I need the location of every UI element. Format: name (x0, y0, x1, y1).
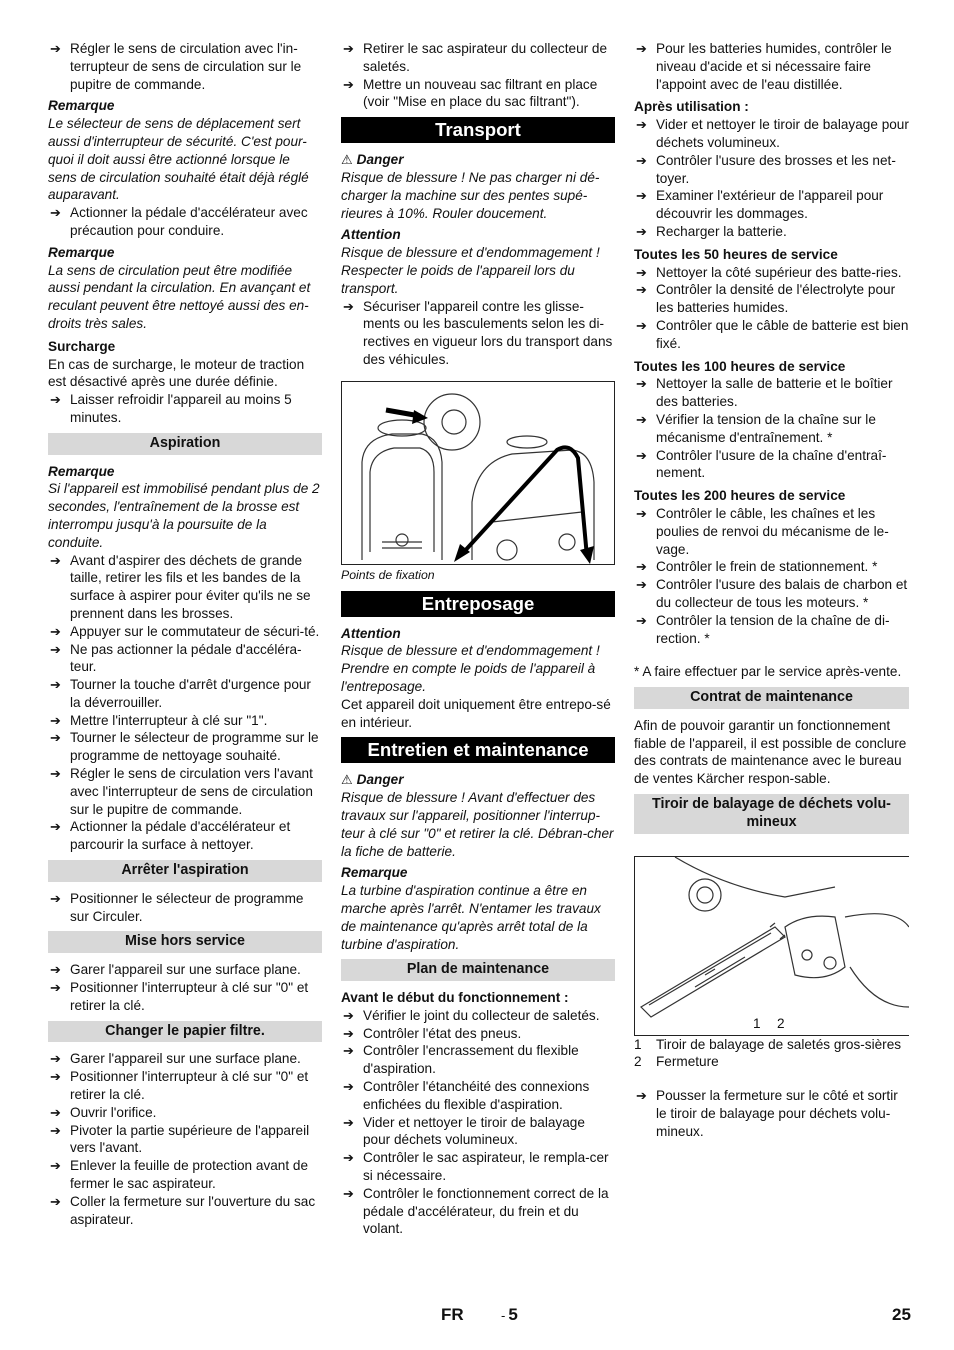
instruction-item: ➔ Contrôler l'état des pneus. (341, 1025, 615, 1043)
instruction-item: ➔ Pivoter la partie supérieure de l'appareil vers l'avant. (48, 1122, 322, 1158)
column-3 (634, 40, 909, 1141)
section-heading-aspiration: Aspiration (48, 433, 322, 455)
instruction-item: ➔ Coller la fermeture sur l'ouverture du sac aspirateur. (48, 1193, 322, 1229)
sweeping-drawer-illustration (635, 857, 909, 1035)
instruction-item: ➔ Actionner la pédale d'accélérateur et parcourir la surface à nettoyer. (48, 818, 322, 854)
instruction-item: ➔ Tourner le sélecteur de programme sur le programme de nettoyage souhaité. (48, 729, 322, 765)
section-heading-mise-hors-service: Mise hors service (48, 931, 322, 953)
subheading-200h: Toutes les 200 heures de service (634, 488, 846, 504)
section-page-number: - 5 (501, 1305, 518, 1324)
instruction-item: ➔ Contrôler le sac aspirateur, le rempla-cer si nécessaire. (341, 1149, 615, 1185)
instruction-item: ➔ Positionner le sélecteur de programme sur Circuler. (48, 890, 322, 926)
instruction-item: ➔ Ne pas actionner la pédale d'accéléra-teur. (48, 641, 322, 677)
note-title: Remarque (48, 463, 115, 479)
instruction-item: ➔ Nettoyer la salle de batterie et le boîtier des batteries. (634, 375, 909, 411)
instruction-item: ➔ Contrôler le frein de stationnement. * (634, 558, 909, 576)
instruction-item: ➔ Contrôler l'étanchéité des connexions enfichées du flexible d'aspiration. (341, 1078, 615, 1114)
note-text: Le sélecteur de sens de déplacement sert aussi d'interrupteur de sécurité. C'est pour-quoi il doit aussi être actionné lorsque le sens de circulation souhaité était déjà réglé auparavant. (48, 116, 309, 203)
instruction-item: ➔ Mettre l'interrupteur à clé sur "1". (48, 712, 322, 730)
attention-title: Attention (341, 227, 401, 243)
instruction-item: ➔ Vider et nettoyer le tiroir de balayage pour déchets volumineux. (634, 116, 909, 152)
danger-text: Risque de blessure ! Avant d'effectuer des travaux sur l'appareil, positionner l'interrup-teur à clé sur "0" et retirer la clé. Débran-cher la fiche de batterie. (341, 790, 614, 859)
instruction-item: ➔ Avant d'aspirer des déchets de grande taille, retirer les fils et les bandes de la surface à aspirer pour éviter qu'ils ne se prennent dans les brosses. (48, 552, 322, 623)
subheading-50h: Toutes les 50 heures de service (634, 246, 838, 262)
section-heading-entreposage: Entreposage (341, 591, 615, 617)
instruction-item: ➔ Vider et nettoyer le tiroir de balayage pour déchets volumineux. (341, 1114, 615, 1150)
paragraph: Cet appareil doit uniquement être entrepo-sé en intérieur. (341, 696, 611, 730)
instruction-item: ➔ Vérifier la tension de la chaîne sur le mécanisme d'entraînement. * (634, 411, 909, 447)
footnote: * A faire effectuer par le service après-vente. (634, 664, 902, 680)
section-heading-transport: Transport (341, 117, 615, 143)
section-heading-entretien: Entretien et maintenance (341, 737, 615, 763)
instruction-item: ➔ Actionner la pédale d'accélérateur avec précaution pour conduire. (48, 204, 322, 240)
column-2 (341, 40, 615, 1238)
instruction-item: ➔ Enlever la feuille de protection avant de fermer le sac aspirateur. (48, 1157, 322, 1193)
paragraph: En cas de surcharge, le moteur de traction est désactivé après une durée définie. (48, 356, 305, 390)
instruction-item: ➔ Mettre un nouveau sac filtrant en place (voir "Mise en place du sac filtrant"). (341, 76, 615, 112)
instruction-item: ➔ Positionner l'interrupteur à clé sur "0" et retirer la clé. (48, 979, 322, 1015)
section-heading-tiroir: Tiroir de balayage de déchets volu-mineux (634, 794, 909, 834)
instruction-item: ➔ Contrôler l'usure des brosses et les net-toyer. (634, 152, 909, 188)
danger-text: Risque de blessure ! Ne pas charger ni dé-charger la machine sur des pentes supé-rieures à 10%. Rouler doucement. (341, 169, 600, 221)
attention-text: Risque de blessure et d'endommagement ! Prendre en compte le poids de l'appareil à l'entreposage. (341, 643, 600, 694)
instruction-item: ➔ Pour les batteries humides, contrôler le niveau d'acide et si nécessaire faire l'appoint avec de l'eau distillée. (634, 40, 909, 93)
instruction-item: ➔ Recharger la batterie. (634, 223, 909, 241)
note-title: Remarque (48, 244, 115, 260)
legend-item: 2 Fermeture (634, 1054, 719, 1070)
danger-title: ⚠ Danger (341, 152, 404, 168)
aspiration-list (48, 552, 322, 855)
section-heading-arret: Arrêter l'aspiration (48, 860, 322, 882)
figure-label: 1 (753, 1015, 761, 1031)
instruction-item: ➔ Ouvrir l'orifice. (48, 1104, 322, 1122)
language-code: FR (441, 1305, 464, 1324)
page-footer (0, 1306, 954, 1330)
note-title: Remarque (341, 865, 408, 881)
column-1 (48, 40, 322, 1228)
instruction-item: ➔ Contrôler l'usure de la chaîne d'entraî-nement. (634, 447, 909, 483)
figure-tiroir (634, 856, 909, 1036)
instruction-item: ➔ Régler le sens de circulation avec l'in-terrupteur de sens de circulation sur le pupitre de commande. (48, 40, 322, 93)
machine-fixation-illustration (342, 382, 614, 564)
instruction-item: ➔ Contrôler le câble, les chaînes et les poulies de renvoi du mécanisme de le-vage. (634, 505, 909, 558)
legend-item: 1 Tiroir de balayage de saletés gros-sières (634, 1036, 902, 1052)
danger-title: ⚠ Danger (341, 772, 404, 788)
note-text: La sens de circulation peut être modifiée aussi pendant la circulation. En avançant et reculant peuvent être nettoyé aussi des en-droits très sales. (48, 262, 311, 331)
instruction-item: ➔ Contrôler la densité de l'électrolyte pour les batteries humides. (634, 281, 909, 317)
instruction-item: ➔ Vérifier le joint du collecteur de saletés. (341, 1007, 615, 1025)
figure-fixation-points (341, 381, 615, 565)
attention-text: Risque de blessure et d'endommagement ! Respecter le poids de l'appareil lors du transport. (341, 245, 600, 296)
note-text: Si l'appareil est immobilisé pendant plus de 2 secondes, l'entraînement de la brosse est interrompu jusqu'à la poursuite de la conduite. (48, 481, 320, 550)
instruction-item: ➔ Examiner l'extérieur de l'appareil pour découvrir les dommages. (634, 187, 909, 223)
subheading-surcharge: Surcharge (48, 338, 116, 354)
paragraph: Afin de pouvoir garantir un fonctionnement fiable de l'appareil, il est possible de conclure des contrats de maintenance avec le bureau de ventes Kärcher respon-sable. (634, 717, 907, 787)
subheading-100h: Toutes les 100 heures de service (634, 358, 846, 374)
section-heading-plan: Plan de maintenance (341, 959, 615, 981)
subheading-apres: Après utilisation : (634, 99, 749, 115)
instruction-item: ➔ Contrôler l'encrassement du flexible d'aspiration. (341, 1042, 615, 1078)
instruction-item: ➔ Appuyer sur le commutateur de sécuri-té. (48, 623, 322, 641)
page-number: 25 (892, 1305, 911, 1324)
note-title: Remarque (48, 98, 115, 114)
instruction-item: ➔ Garer l'appareil sur une surface plane. (48, 961, 322, 979)
instruction-item: ➔ Contrôler la tension de la chaîne de di-rection. * (634, 612, 909, 648)
instruction-item: ➔ Sécuriser l'appareil contre les glisse-ments ou les basculements selon les di-rectives en vigueur lors du transport dans des véhicules. (341, 298, 615, 369)
instruction-item: ➔ Nettoyer la côté supérieur des batte-ries. (634, 264, 909, 282)
instruction-item: ➔ Positionner l'interrupteur à clé sur "0" et retirer la clé. (48, 1068, 322, 1104)
instruction-item: ➔ Régler le sens de circulation vers l'avant avec l'interrupteur de sens de circulation sur le pupitre de commande. (48, 765, 322, 818)
subheading-avant: Avant le début du fonctionnement : (341, 990, 569, 1006)
section-heading-contrat: Contrat de maintenance (634, 687, 909, 709)
instruction-item: ➔ Laisser refroidir l'appareil au moins 5 minutes. (48, 391, 322, 427)
instruction-item: ➔ Garer l'appareil sur une surface plane. (48, 1050, 322, 1068)
warning-triangle-icon: ⚠ (341, 152, 353, 168)
instruction-item: ➔ Pousser la fermeture sur le côté et sortir le tiroir de balayage pour déchets volu-mineux. (634, 1087, 909, 1140)
figure-label: 2 (777, 1015, 785, 1031)
instruction-item: ➔ Contrôler l'usure des balais de charbon et du collecteur de tous les moteurs. * (634, 576, 909, 612)
warning-triangle-icon: ⚠ (341, 772, 353, 788)
note-text: La turbine d'aspiration continue a être en marche après l'arrêt. N'entamer les travaux de maintenance qu'après arrêt total de la turbine d'aspiration. (341, 883, 601, 952)
instruction-item: ➔ Tourner la touche d'arrêt d'urgence pour la déverrouiller. (48, 676, 322, 712)
instruction-item: ➔ Contrôler le fonctionnement correct de la pédale d'accélérateur, du frein et du volant. (341, 1185, 615, 1238)
section-heading-papier-filtre: Changer le papier filtre. (48, 1021, 322, 1043)
instruction-item: ➔ Retirer le sac aspirateur du collecteur de saletés. (341, 40, 615, 76)
instruction-item: ➔ Contrôler que le câble de batterie est bien fixé. (634, 317, 909, 353)
figure-caption: Points de fixation (341, 567, 435, 582)
attention-title: Attention (341, 625, 401, 641)
